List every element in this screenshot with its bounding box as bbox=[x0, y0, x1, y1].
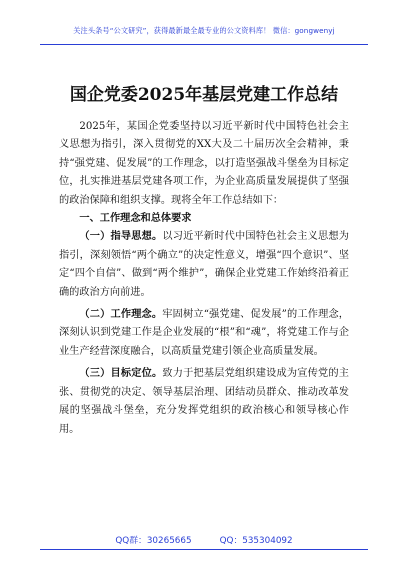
footer-divider bbox=[40, 549, 368, 550]
item-paragraph bbox=[59, 306, 349, 361]
header-banner: 关注头条号“公文研究”，获得最新最全最专业的公文资料库！ 微信：gongwenyj bbox=[73, 26, 335, 35]
item-paragraph bbox=[59, 365, 349, 439]
item-heading: （二）工作理念。 bbox=[79, 309, 163, 321]
item-body: 致力于把基层党组织建设成为宣传党的主张、贯彻党的决定、领导基层治理、团结动员群众、推动改革发展的坚强战斗堡垒，充分发挥党组织的政治核心和领导核心作用。 bbox=[59, 368, 349, 435]
item-heading: （一）指导思想。 bbox=[79, 231, 163, 243]
document-title: 国企党委2025年基层党建工作总结 bbox=[69, 85, 339, 105]
item-body: 牢固树立“强党建、促发展”的工作理念，深刻认识到党建工作是企业发展的“根”和“魂”，将党建工作与企业生产经营深度融合，以高质量党建引领企业高质量发展。 bbox=[59, 309, 349, 357]
item-heading: （三）目标定位。 bbox=[79, 368, 163, 380]
footer-qq-group: QQ群：30265665 bbox=[115, 536, 192, 546]
item-body: 以习近平新时代中国特色社会主义思想为指引，深刻领悟“两个确立”的决定性意义，增强“四个意识”、坚定“四个自信”、做到“两个维护”，确保企业党建工作始终沿着正确的政治方向前进。 bbox=[59, 231, 349, 298]
item-paragraph bbox=[59, 228, 349, 302]
section-heading: 一、工作理念和总体要求 bbox=[79, 213, 192, 225]
intro-paragraph: 2025年，某国企党委坚持以习近平新时代中国特色社会主义思想为指引，深入贯彻党的XX大及二十届历次全会精神，秉持“强党建、促发展”的工作理念，以打造坚强战斗堡垒为目标定位，扎实推进基层党建各项工作，为企业高质量发展提供了坚强的政治保障和组织支撑。现将全年工作总结如下： bbox=[59, 121, 349, 206]
header-divider bbox=[40, 44, 368, 45]
footer-contact bbox=[0, 533, 408, 546]
footer-qq: QQ：535304092 bbox=[219, 536, 293, 546]
document-body bbox=[59, 118, 349, 439]
